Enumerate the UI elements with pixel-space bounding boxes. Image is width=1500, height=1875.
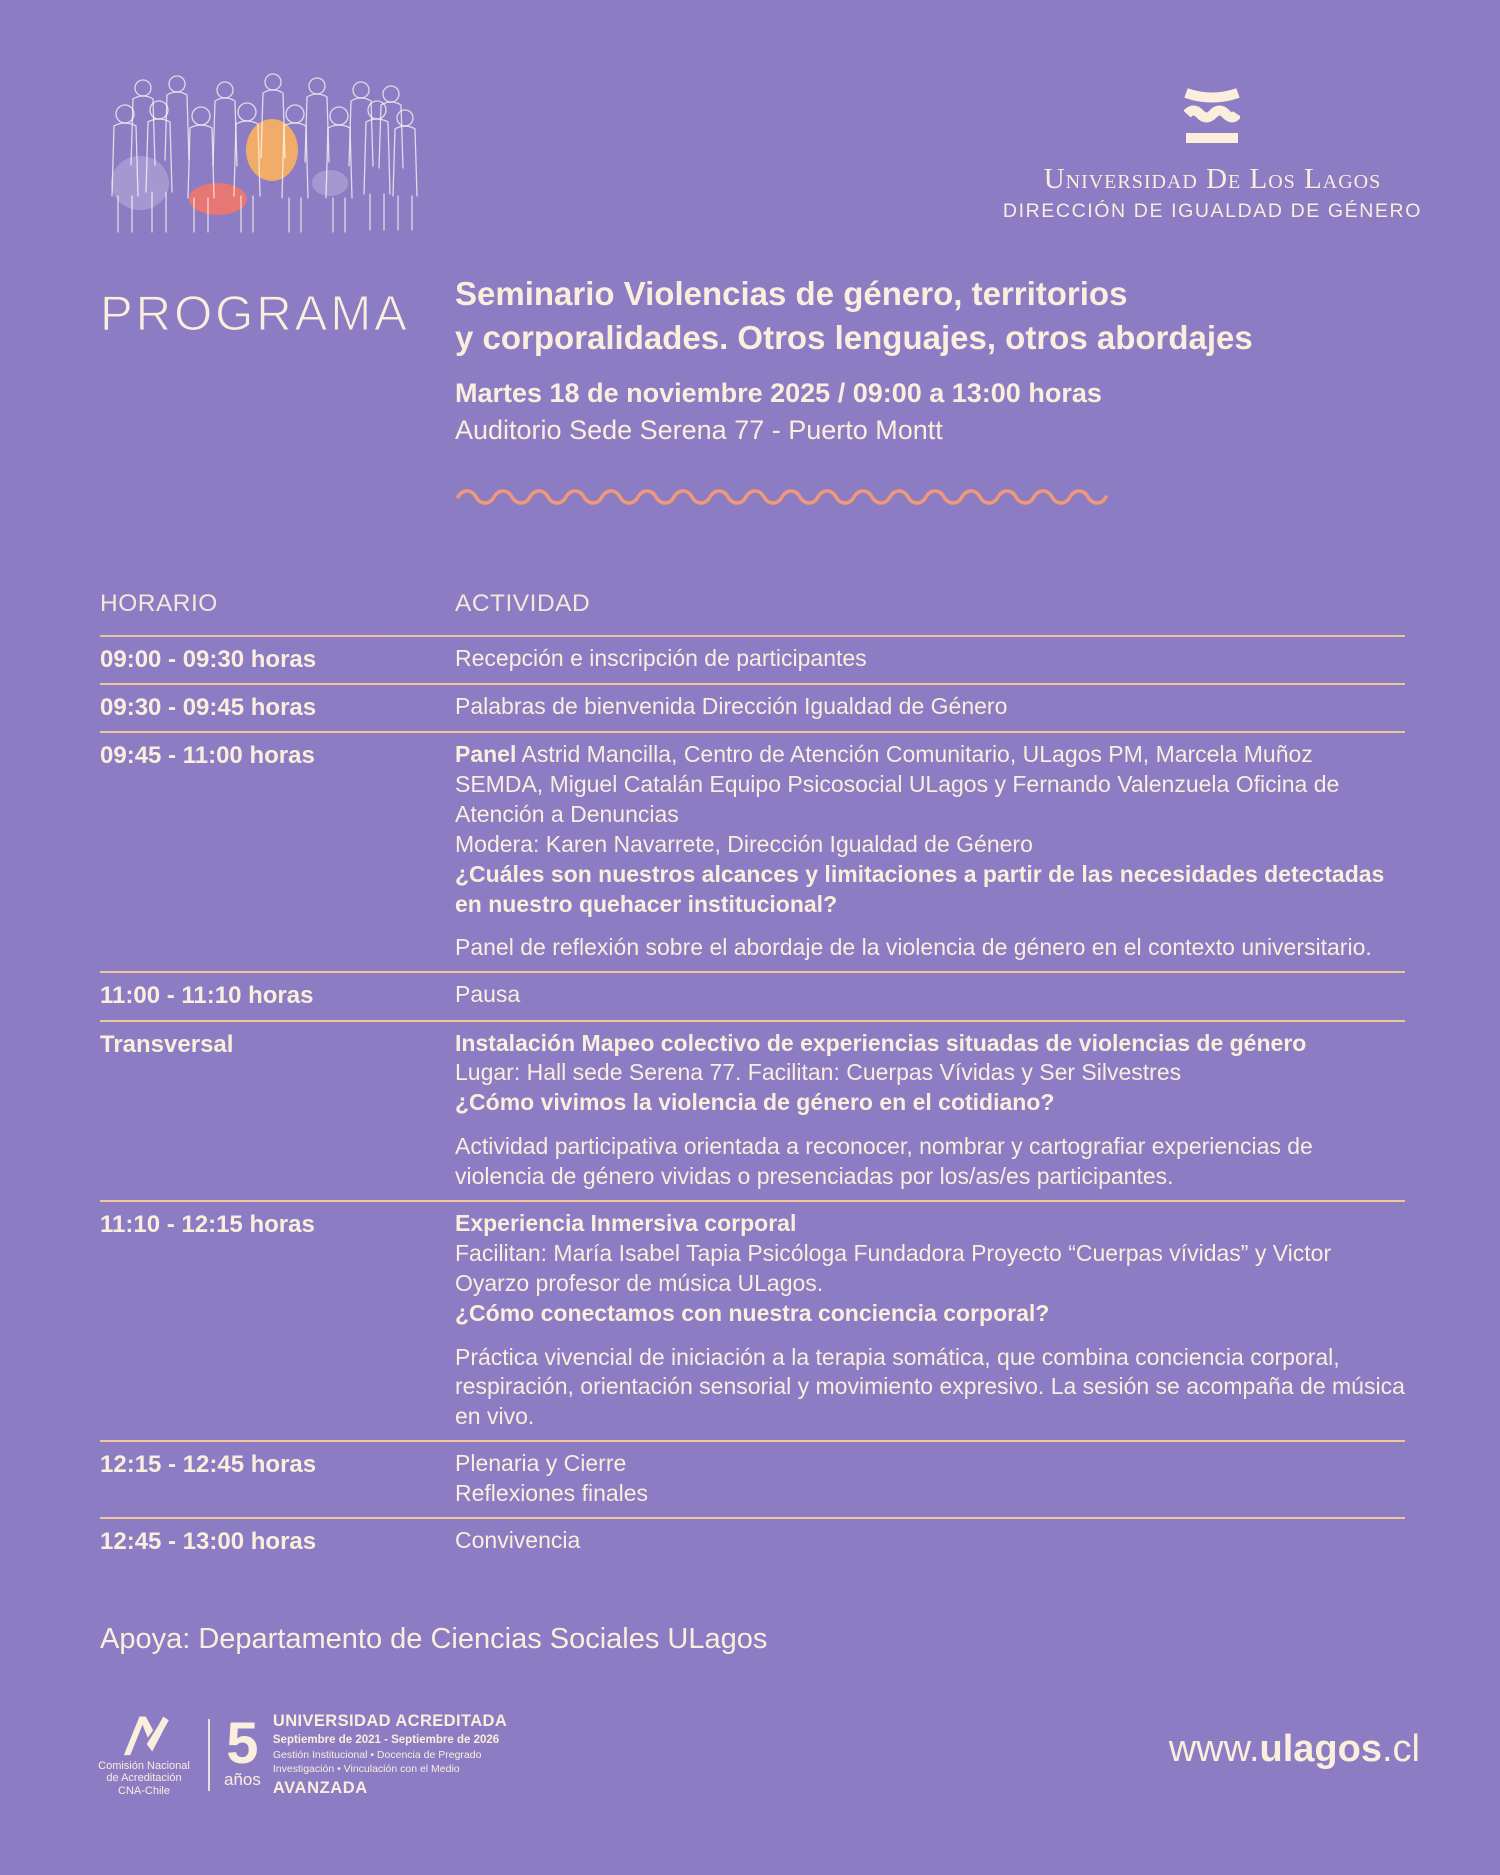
url-prefix: www. [1168,1728,1260,1770]
accreditation-details [273,1712,507,1798]
activity-text: Plenaria y Cierre [455,1450,627,1477]
accreditation-years [224,1711,261,1790]
schedule-row [100,1442,1405,1519]
accreditation-scope-2: Investigación • Vinculación con el Medio [272,1763,460,1776]
seminar-title-line2: y corporalidades. Otros lenguajes, otros abordajes [455,318,1253,356]
department-name: DIRECCIÓN DE IGUALDAD DE GÉNERO [1002,200,1422,223]
schedule-row [100,1519,1405,1565]
university-logo [1003,86,1422,223]
activity-question: ¿Cómo conectamos con nuestra conciencia corporal? [455,1299,1050,1326]
accreditation-badge [90,1712,507,1798]
schedule-time: 12:45 - 13:00 horas [100,1528,317,1556]
panel-description [455,740,1405,830]
panel-members: Astrid Mancilla, Centro de Atención Comunitario, ULagos PM, Marcela Muñoz SEMDA, Miguel Catalán Equipo Psicosocial ULagos y Fernando Valenzuela Oficina de Atención a Denuncias [455,741,1340,827]
column-header-actividad: ACTIVIDAD [455,589,591,617]
panel-summary: Panel de reflexión sobre el abordaje de la violencia de género en el contexto universitario. [455,934,1372,961]
years-number: 5 [226,1711,259,1777]
accreditation-level: AVANZADA [272,1779,368,1798]
seminar-title-line1: Seminario Violencias de género, territorios [455,275,1128,312]
cna-line3: CNA-Chile [118,1784,170,1797]
activity-detail: Facilitan: María Isabel Tapia Psicóloga Fundadora Proyecto “Cuerpas vívidas” y Victor Oyarzo profesor de música ULagos. [455,1239,1332,1296]
panel-question: ¿Cuáles son nuestros alcances y limitaciones a partir de las necesidades detectadas en nuestro quehacer institucional? [455,860,1385,917]
website-url [1169,1728,1420,1771]
activity-summary: Práctica vivencial de iniciación a la terapia somática, que combina conciencia corporal, respiración, orientación sensorial y movimiento expresivo. La sesión se acompaña de música en vivo. [455,1343,1405,1430]
university-name: Universidad De Los Lagos [1043,163,1382,195]
activity-question: ¿Cómo vivimos la violencia de género en el cotidiano? [455,1089,1055,1116]
schedule-row [100,1022,1405,1202]
schedule-activity [455,1449,1405,1509]
url-suffix: .cl [1382,1728,1420,1770]
schedule-activity: Convivencia [455,1527,581,1554]
seminar-title [455,272,1405,360]
schedule-time: 09:00 - 09:30 horas [100,645,317,673]
activity-detail: Lugar: Hall sede Serena 77. Facilitan: Cuerpas Vívidas y Ser Silvestres [455,1059,1182,1086]
cna-agency-text [98,1760,190,1798]
crowd-illustration [95,70,425,245]
programa-label: PROGRAMA [100,287,410,341]
schedule-table [100,590,1405,1565]
accreditation-scope-1: Gestión Institucional • Docencia de Pregrado [272,1749,482,1762]
program-content [100,272,1405,1656]
program-intro [455,272,1405,506]
schedule-time: 09:45 - 11:00 horas [100,742,315,770]
accreditation-period: Septiembre de 2021 - Septiembre de 2026 [272,1733,500,1746]
schedule-time: 12:15 - 12:45 horas [100,1451,317,1479]
wavy-divider-icon [455,484,1163,506]
schedule-activity: Pausa [455,981,521,1008]
support-note: Apoya: Departamento de Ciencias Sociales ULagos [100,1623,768,1656]
activity-title: Instalación Mapeo colectivo de experiencias situadas de violencias de género [455,1029,1307,1056]
seminar-location: Auditorio Sede Serena 77 - Puerto Montt [455,414,943,445]
years-label: años [224,1769,261,1789]
schedule-time: Transversal [100,1030,234,1058]
schedule-time: 09:30 - 09:45 horas [100,693,317,721]
panel-label: Panel [455,741,517,768]
panel-moderator: Modera: Karen Navarrete, Dirección Igualdad de Género [455,830,1033,857]
schedule-activity [455,1209,1405,1432]
schedule-header [100,590,1405,637]
cna-line1: Comisión Nacional [98,1759,190,1772]
activity-title: Experiencia Inmersiva corporal [455,1210,797,1236]
url-domain: ulagos [1259,1728,1382,1770]
schedule-row [100,1202,1405,1442]
schedule-time: 11:10 - 12:15 horas [100,1211,315,1238]
accreditation-title: UNIVERSIDAD ACREDITADA [272,1712,508,1730]
schedule-activity: Recepción e inscripción de participantes [455,644,867,671]
people-outline-icon [95,70,425,245]
schedule-row [100,685,1405,733]
cna-check-icon [115,1713,173,1757]
activity-text-line2: Reflexiones finales [455,1480,649,1507]
waves-icon [1184,86,1240,148]
schedule-row [100,973,1405,1021]
badge-divider [208,1719,210,1791]
cna-line2: de Acreditación [106,1772,182,1785]
schedule-activity: Palabras de bienvenida Dirección Igualdad de Género [455,692,1008,719]
cna-logo [90,1713,198,1798]
schedule-time: 11:00 - 11:10 horas [100,982,314,1010]
program-header [100,272,1405,506]
activity-summary: Actividad participativa orientada a reconocer, nombrar y cartografiar experiencias de violencia de género vividas o presenciadas por los/as/es participantes. [455,1133,1313,1190]
schedule-activity [455,1029,1405,1192]
schedule-row [100,733,1405,973]
schedule-row [100,637,1405,685]
column-header-horario: HORARIO [100,589,218,617]
schedule-activity [455,740,1405,963]
seminar-datetime: Martes 18 de noviembre 2025 / 09:00 a 13:00 horas [455,377,1102,408]
